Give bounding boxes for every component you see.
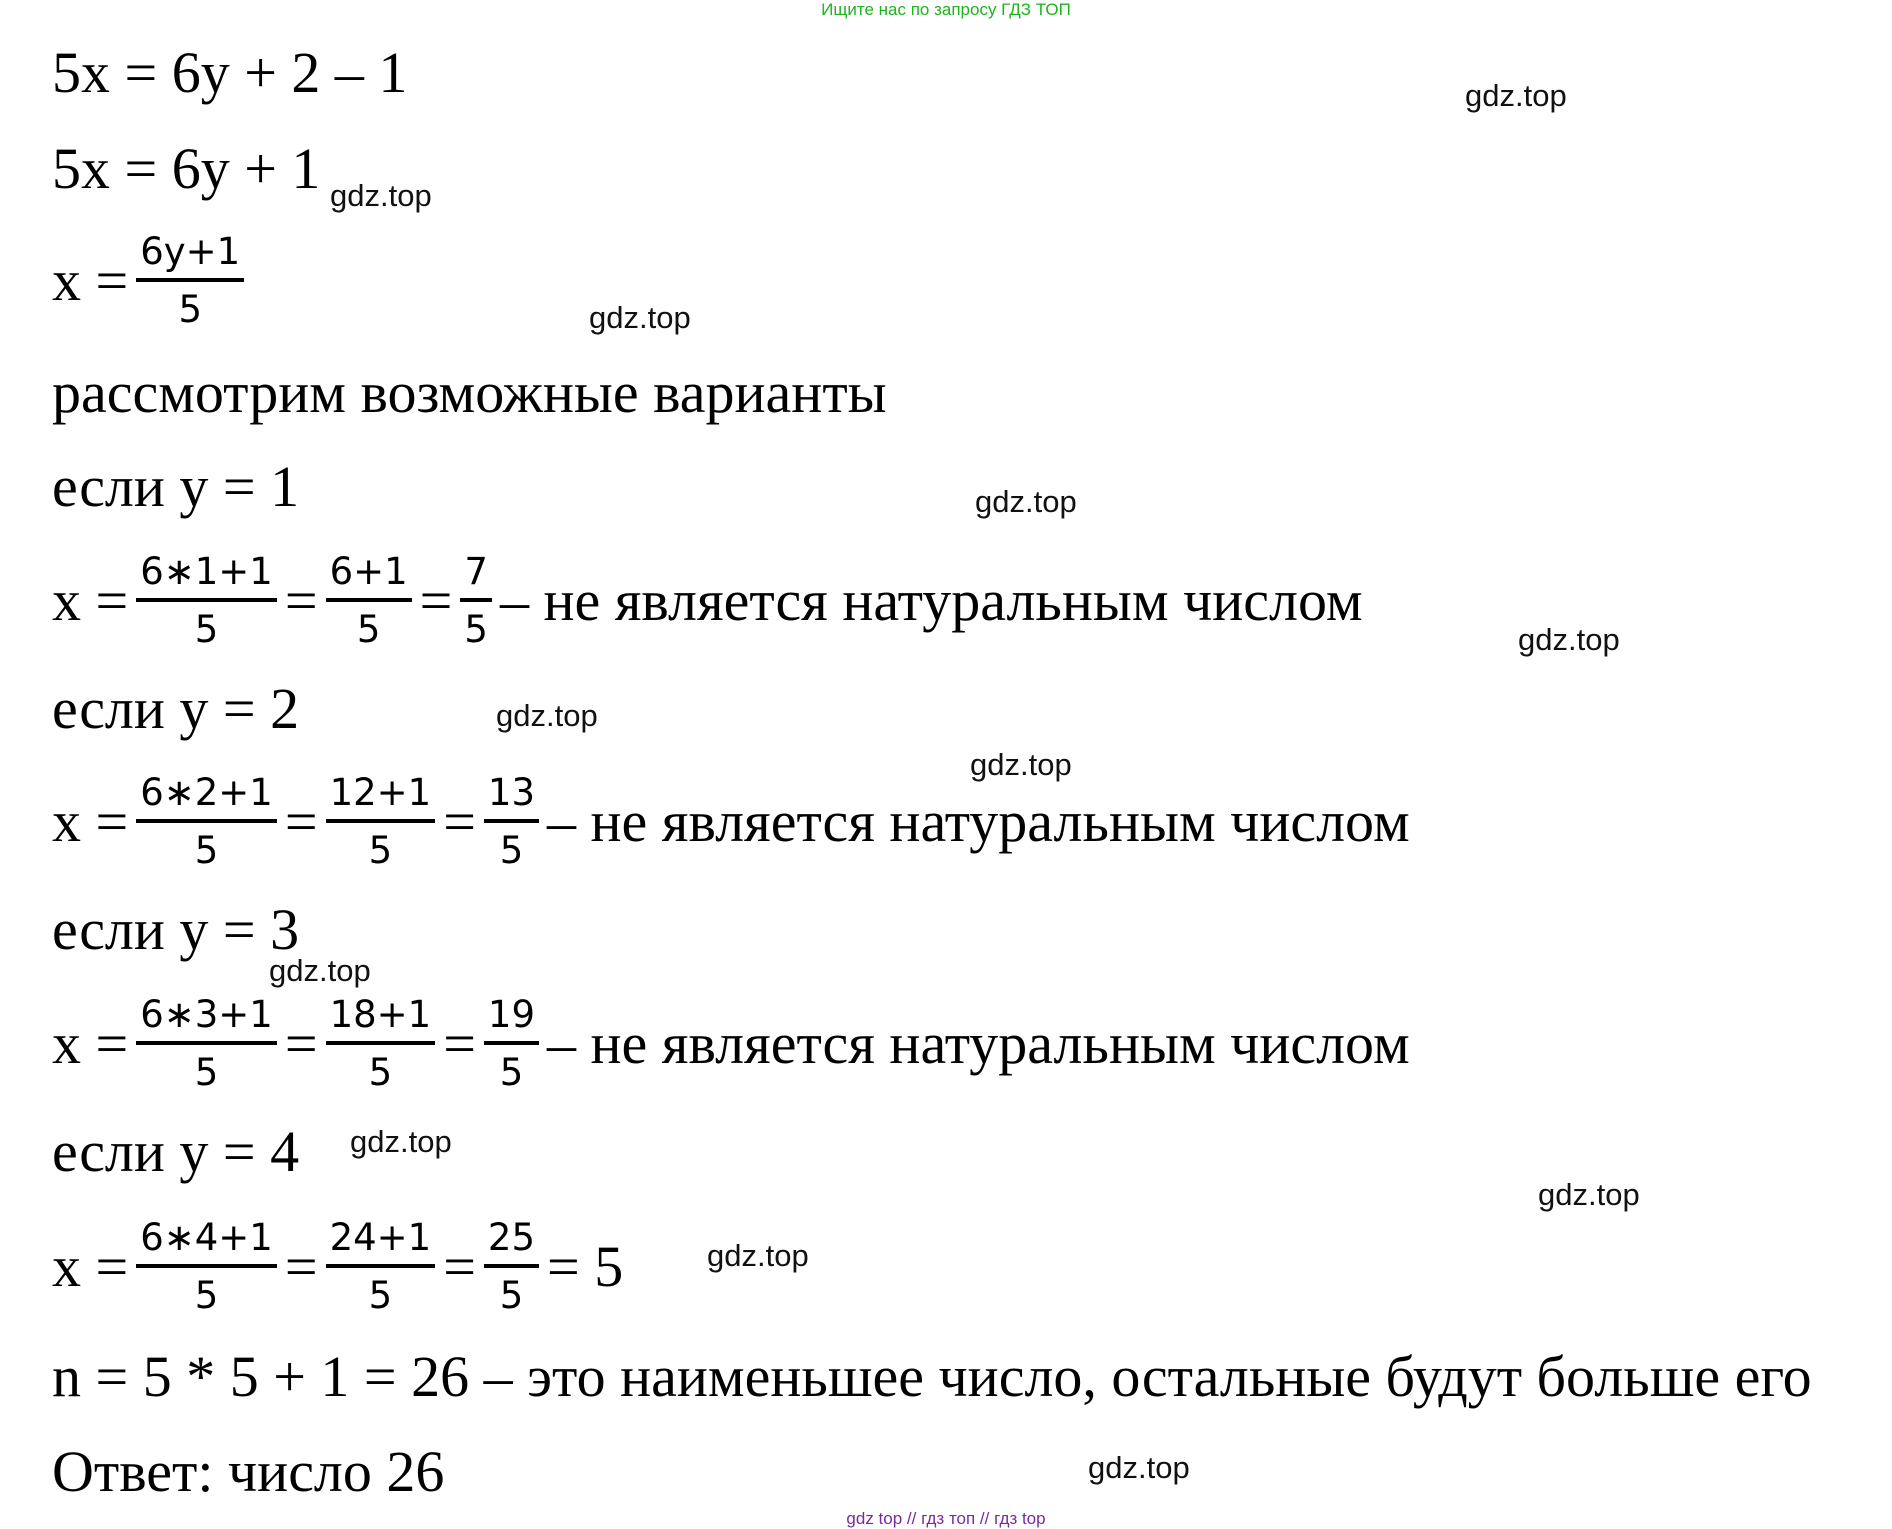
watermark: gdz.top [1088, 1450, 1190, 1485]
watermark: gdz.top [707, 1238, 809, 1273]
watermark: gdz.top [330, 178, 432, 213]
equals-sign: = [284, 568, 318, 633]
watermark: gdz.top [589, 300, 691, 335]
result-line [52, 1345, 1812, 1409]
condition-text: если y = 1 [52, 454, 300, 519]
watermark: gdz.top [975, 484, 1077, 519]
conclusion-text: – не является натуральным числом [547, 789, 1410, 854]
watermark: gdz.top [1538, 1177, 1640, 1212]
equation-text: 5x = 6y + 1 [52, 136, 321, 201]
fraction-1 [136, 771, 277, 873]
fraction-numerator: 19 [484, 993, 539, 1045]
case-1-condition [52, 455, 299, 519]
equals-sign: = [443, 1011, 476, 1076]
equation-line-3 [52, 230, 252, 332]
watermark: gdz.top [1518, 622, 1620, 657]
condition-text: если y = 4 [52, 1119, 300, 1184]
fraction-3 [484, 993, 539, 1095]
fraction-denominator: 5 [368, 1274, 393, 1317]
condition-text: если y = 2 [52, 676, 300, 741]
fraction-denominator: 5 [499, 1051, 524, 1094]
case-4-equation [52, 1216, 623, 1318]
equation-lhs: x = [52, 1234, 129, 1299]
fraction-numerator: 6∗4+1 [136, 1216, 277, 1268]
conclusion-text: – не является натуральным числом [547, 1011, 1410, 1076]
fraction-numerator: 7 [460, 550, 492, 602]
watermark: gdz.top [1465, 78, 1567, 113]
equation-lhs: x = [52, 789, 129, 854]
fraction-denominator: 5 [194, 829, 219, 872]
equation-text: 5x = 6y + 2 – 1 [52, 40, 408, 105]
case-1-equation [52, 550, 1363, 652]
fraction-denominator: 5 [499, 829, 524, 872]
case-3-equation [52, 993, 1410, 1095]
text: рассмотрим возможные варианты [52, 360, 887, 425]
equation-line-2 [52, 137, 320, 201]
fraction-numerator: 6∗3+1 [136, 993, 277, 1045]
equals-sign: = [419, 568, 453, 633]
answer-text: Ответ: число 26 [52, 1439, 445, 1504]
answer-line [52, 1440, 444, 1504]
result-text: n = 5 * 5 + 1 = 26 – это наименьшее число, остальные будут больше его [52, 1344, 1812, 1409]
watermark: gdz.top [269, 953, 371, 988]
fraction-denominator: 5 [194, 1051, 219, 1094]
bottom-banner: gdz top // гдз топ // гдз top [846, 1509, 1046, 1528]
fraction-3 [484, 771, 539, 873]
fraction-denominator: 5 [194, 608, 219, 651]
fraction-numerator: 12+1 [326, 771, 436, 823]
fraction-1 [136, 1216, 277, 1318]
fraction-denominator: 5 [194, 1274, 219, 1317]
equation-lhs: x = [52, 1011, 129, 1076]
watermark: gdz.top [350, 1124, 452, 1159]
equals-sign: = [284, 1234, 318, 1299]
fraction-3 [484, 1216, 539, 1318]
conclusion-text: – не является натуральным числом [499, 568, 1363, 633]
fraction-numerator: 6+1 [326, 550, 412, 602]
condition-text: если y = 3 [52, 897, 300, 962]
fraction-numerator: 25 [484, 1216, 539, 1268]
fraction-1 [136, 550, 277, 652]
case-2-equation [52, 771, 1410, 873]
equation-line-1 [52, 41, 407, 105]
fraction-2 [326, 1216, 436, 1318]
fraction-denominator: 5 [499, 1274, 524, 1317]
top-banner: Ищите нас по запросу ГДЗ ТОП [821, 0, 1071, 19]
equals-sign: = [284, 1011, 318, 1076]
watermark: gdz.top [970, 747, 1072, 782]
fraction-denominator: 5 [356, 608, 381, 651]
case-2-condition [52, 677, 299, 741]
equals-sign: = [443, 789, 476, 854]
equals-sign: = [284, 789, 318, 854]
equals-sign: = [443, 1234, 476, 1299]
fraction-numerator: 6y+1 [136, 230, 244, 282]
fraction-denominator: 5 [178, 288, 202, 331]
fraction-2 [326, 993, 436, 1095]
fraction-denominator: 5 [464, 608, 488, 651]
fraction-3 [460, 550, 492, 652]
text-line-variants [52, 361, 887, 425]
result-text: = 5 [547, 1234, 624, 1299]
fraction-1 [136, 993, 277, 1095]
fraction-numerator: 6∗2+1 [136, 771, 277, 823]
fraction-2 [326, 550, 412, 652]
watermark: gdz.top [496, 698, 598, 733]
fraction-numerator: 24+1 [326, 1216, 436, 1268]
fraction-denominator: 5 [368, 1051, 393, 1094]
fraction [136, 230, 244, 332]
fraction-2 [326, 771, 436, 873]
case-3-condition [52, 898, 299, 962]
fraction-numerator: 18+1 [326, 993, 436, 1045]
fraction-numerator: 6∗1+1 [136, 550, 277, 602]
case-4-condition [52, 1120, 299, 1184]
equation-lhs: x = [52, 248, 129, 313]
fraction-numerator: 13 [484, 771, 539, 823]
fraction-denominator: 5 [368, 829, 393, 872]
equation-lhs: x = [52, 568, 129, 633]
